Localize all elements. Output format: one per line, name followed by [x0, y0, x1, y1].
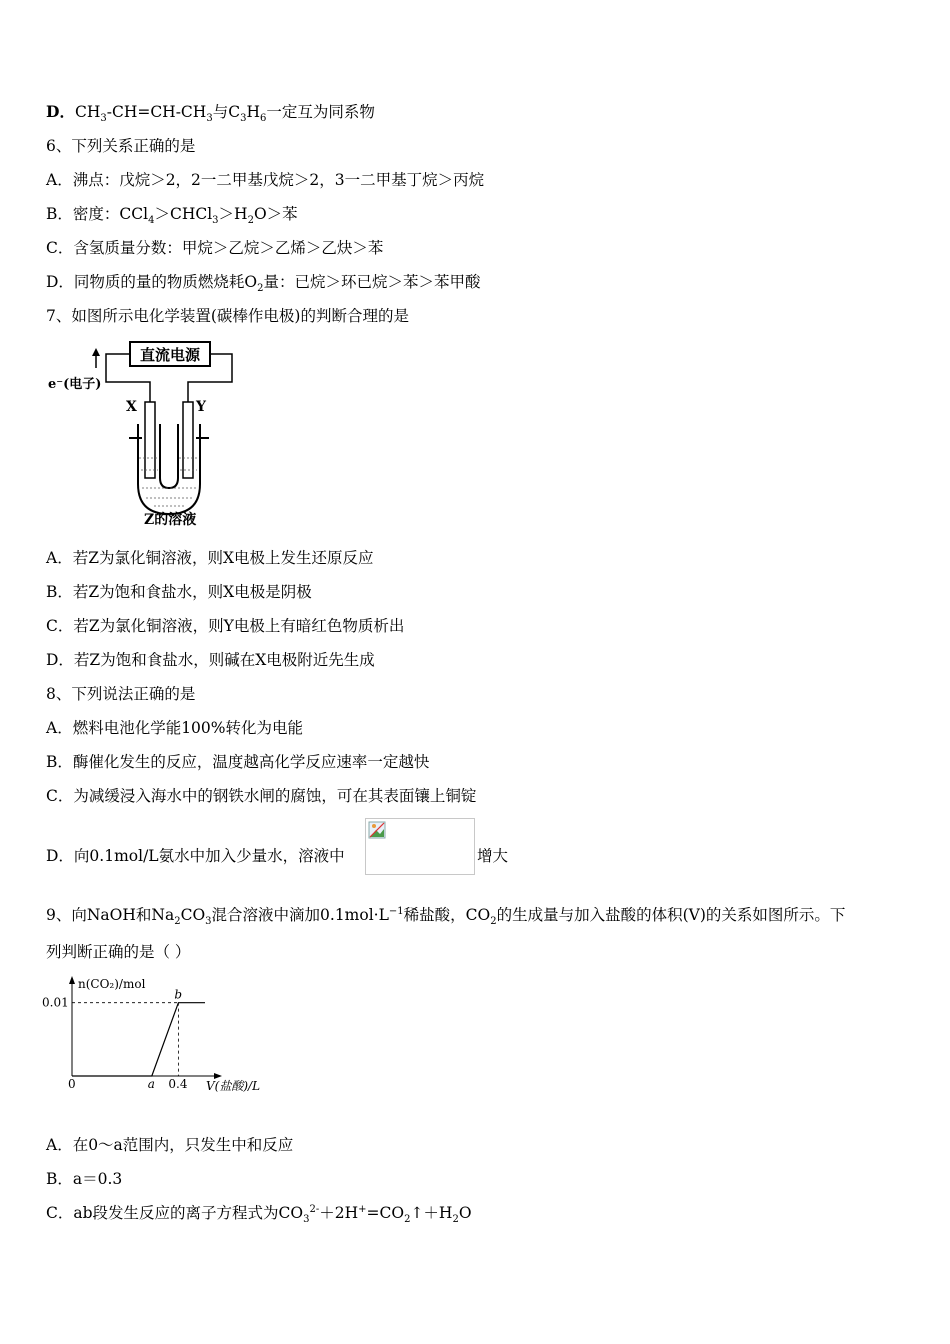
co2-chart: [40, 972, 280, 1094]
q6-stem: 6、下列关系正确的是: [46, 137, 196, 155]
q8-option-d-post: 增大: [477, 847, 509, 865]
q8-option-c: C．为减缓浸入海水中的钢铁水闸的腐蚀，可在其表面镶上铜锭: [46, 787, 477, 805]
broken-image-placeholder: [365, 818, 475, 875]
q6-option-d: D．同物质的量的物质燃烧耗$O_2$量：已烷＞环已烷＞苯＞苯甲酸: [46, 273, 481, 295]
broken-image-icon: [368, 821, 386, 839]
x-tick-label-a: a: [147, 1077, 155, 1091]
q7-stem: 7、如图所示电化学装置(碳棒作电极)的判断合理的是: [46, 307, 409, 325]
y-tick-label-0-01: 0.01: [42, 995, 69, 1010]
x-axis-label: V(盐酸)/L: [206, 1079, 261, 1093]
x-tick-label-0-4: 0.4: [168, 1077, 188, 1091]
electrode-y-label: Y: [196, 399, 206, 415]
electron-arrowhead: [92, 348, 100, 356]
q6-option-c: C．含氢质量分数：甲烷＞乙烷＞乙烯＞乙炔＞苯: [46, 239, 384, 257]
u-tube-inner: [160, 424, 178, 488]
electron-label: e⁻(电子): [48, 377, 102, 392]
point-b-label: b: [174, 987, 183, 1002]
q9-stem-line1: 9、向NaOH和$Na_2CO_3$混合溶液中滴加$0.1mol\cdot L^{-1}$稀盐酸，$CO_2$的生成量与加入盐酸的体积(V)的关系如图所示。下: [46, 905, 846, 928]
q5-option-d: D．$CH_3-CH=CH-CH_3$与$C_3H_6$一定互为同系物: [46, 102, 375, 125]
y-axis-arrow: [69, 976, 75, 984]
electrode-x-label: X: [126, 399, 137, 415]
q7-option-c: C．若Z为氯化铜溶液，则Y电极上有暗红色物质析出: [46, 617, 405, 635]
power-supply-label: 直流电源: [139, 346, 201, 364]
q6-option-a: A．沸点：戊烷＞2，2一二甲基戊烷＞2，3一二甲基丁烷＞丙烷: [46, 171, 485, 189]
q7-option-b: B．若Z为饱和食盐水，则X电极是阴极: [46, 583, 312, 601]
q6-option-b: B．密度：$CCl_4>CHCl_3>H_2O>$苯: [46, 205, 298, 227]
electrode-y: [183, 402, 193, 478]
solution-label: Z的溶液: [144, 512, 197, 528]
x-tick-label-0: 0: [68, 1077, 76, 1091]
q8-option-d-pre: D．向0.1mol/L氨水中加入少量水，溶液中: [46, 847, 345, 865]
q9-option-b: B．a＝0.3: [46, 1170, 123, 1188]
q7-option-d: D．若Z为饱和食盐水，则碱在X电极附近先生成: [46, 651, 375, 669]
series-line-n-co2: [72, 1003, 205, 1076]
q8-option-a: A．燃料电池化学能100%转化为电能: [46, 719, 304, 737]
electrolysis-svg: [46, 338, 246, 530]
q7-option-a: A．若Z为氯化铜溶液，则X电极上发生还原反应: [46, 549, 374, 567]
y-axis-label: n(CO₂)/mol: [78, 977, 146, 991]
co2-chart-svg: [40, 972, 280, 1094]
electrolysis-diagram: [46, 338, 246, 530]
q8-stem: 8、下列说法正确的是: [46, 685, 196, 703]
q9-stem-line2: 列判断正确的是（ ）: [46, 943, 191, 961]
q8-option-b: B．酶催化发生的反应，温度越高化学反应速率一定越快: [46, 753, 430, 771]
electrode-x: [145, 402, 155, 478]
q9-option-c: C．ab段发生反应的离子方程式为$CO_3^{2-}+2H^+=CO_2↑+H_2O$: [46, 1203, 472, 1226]
q9-option-a: A．在0～a范围内，只发生中和反应: [46, 1136, 294, 1154]
